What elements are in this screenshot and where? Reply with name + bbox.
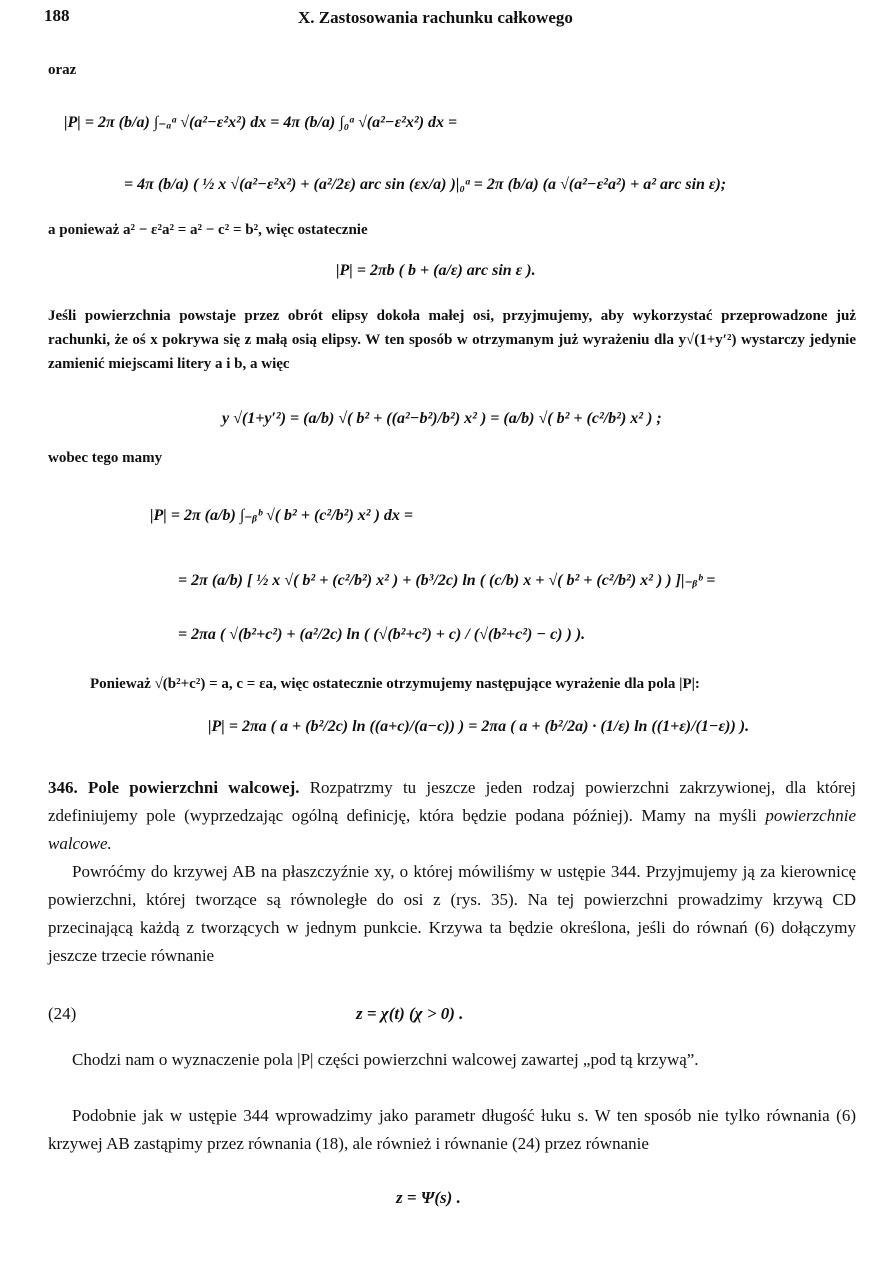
section-title: Pole powierzchni walcowej. <box>87 778 300 797</box>
equation-6: = 2π (a/b) [ ½ x √( b² + (c²/b²) x² ) + (b³/2c) ln ( (c/b) x + √( b² + (c²/b²) x² ) ) ]|₋ᵦᵇ = <box>178 572 716 589</box>
equation-2: = 4π (b/a) ( ½ x √(a²−ε²x²) + (a²/2ε) arc sin (εx/a) )|₀ᵃ = 2π (b/a) (a √(a²−ε²a²) + a² arc sin ε); <box>124 176 727 193</box>
equation-8: |P| = 2πa ( a + (b²/2c) ln ((a+c)/(a−c)) ) = 2πa ( a + (b²/2a) · (1/ε) ln ((1+ε)/(1−ε)) ). <box>208 718 750 735</box>
equation-4: y √(1+y′²) = (a/b) √( b² + ((a²−b²)/b²) x² ) = (a/b) √( b² + (c²/b²) x² ) ; <box>222 410 662 427</box>
section-number: 346. <box>48 778 78 797</box>
word-oraz: oraz <box>48 62 77 78</box>
equation-5: |P| = 2π (a/b) ∫₋ᵦᵇ √( b² + (c²/b²) x² ) dx = <box>150 507 414 524</box>
equation-24-label: (24) <box>48 1004 77 1023</box>
section-346 <box>48 774 856 858</box>
paragraph-area-under-curve: Chodzi nam o wyznaczenie pola |P| części powierzchni walcowej zawartej „pod tą krzywą”. <box>72 1050 699 1069</box>
page-number: 188 <box>44 6 70 25</box>
running-title: X. Zastosowania rachunku całkowego <box>298 8 573 27</box>
equation-1: |P| = 2π (b/a) ∫₋ₐᵃ √(a²−ε²x²) dx = 4π (b/a) ∫₀ᵃ √(a²−ε²x²) dx = <box>64 114 458 131</box>
paragraph-rotation-minor-axis: Jeśli powierzchnia powstaje przez obrót elipsy dokoła małej osi, przyjmujemy, aby wykorzystać przeprowadzone już rachunki, że oś x pokrywa się z małą osią elipsy. W ten sposób w otrzymanym już wyrażeniu dla y√(1+y′²) wystarczy jedynie zamienić miejscami litery a i b, a więc <box>48 308 856 372</box>
section-intro-text: Rozpatrzmy tu jeszcze jeden rodzaj powierzchni zakrzywionej, dla której zdefiniujemy pole (wyprzedzając ogólną definicję, która będzie podana później). Mamy na myśli <box>48 778 857 825</box>
text-wobec: wobec tego mamy <box>48 450 163 466</box>
text-a-poniewaz: a ponieważ a² − ε²a² = a² − c² = b², więc ostatecznie <box>48 222 368 238</box>
section-intro-italic: powierzchnie walcowe. <box>48 806 856 853</box>
equation-z-psi: z = Ψ(s) . <box>396 1188 461 1207</box>
equation-7: = 2πa ( √(b²+c²) + (a²/2c) ln ( (√(b²+c²) + c) / (√(b²+c²) − c) ) ). <box>178 626 586 643</box>
text-poniewaz: Ponieważ √(b²+c²) = a, c = εa, więc ostatecznie otrzymujemy następujące wyrażenie dla pola |P|: <box>90 676 700 692</box>
paragraph-arc-length: Podobnie jak w ustępie 344 wprowadzimy jako parametr długość łuku s. W ten sposób nie tylko równania (6) krzywej AB zastąpimy przez równania (18), ale również i równanie (24) przez równanie <box>48 1106 856 1153</box>
equation-24: z = χ(t) (χ > 0) . <box>356 1004 464 1023</box>
equation-3: |P| = 2πb ( b + (a/ε) arc sin ε ). <box>336 262 536 279</box>
paragraph-curve-ab: Powróćmy do krzywej AB na płaszczyźnie xy, o której mówiliśmy w ustępie 344. Przyjmujemy ją za kierownicę powierzchni, której tworzące są równoległe do osi z (rys. 35). Na tej powierzchni prowadzimy krzywą CD przecinającą każdą z tworzących w jednym punkcie. Krzywa ta będzie określona, jeśli do równań (6) dołączymy jeszcze trzecie równanie <box>48 862 856 965</box>
